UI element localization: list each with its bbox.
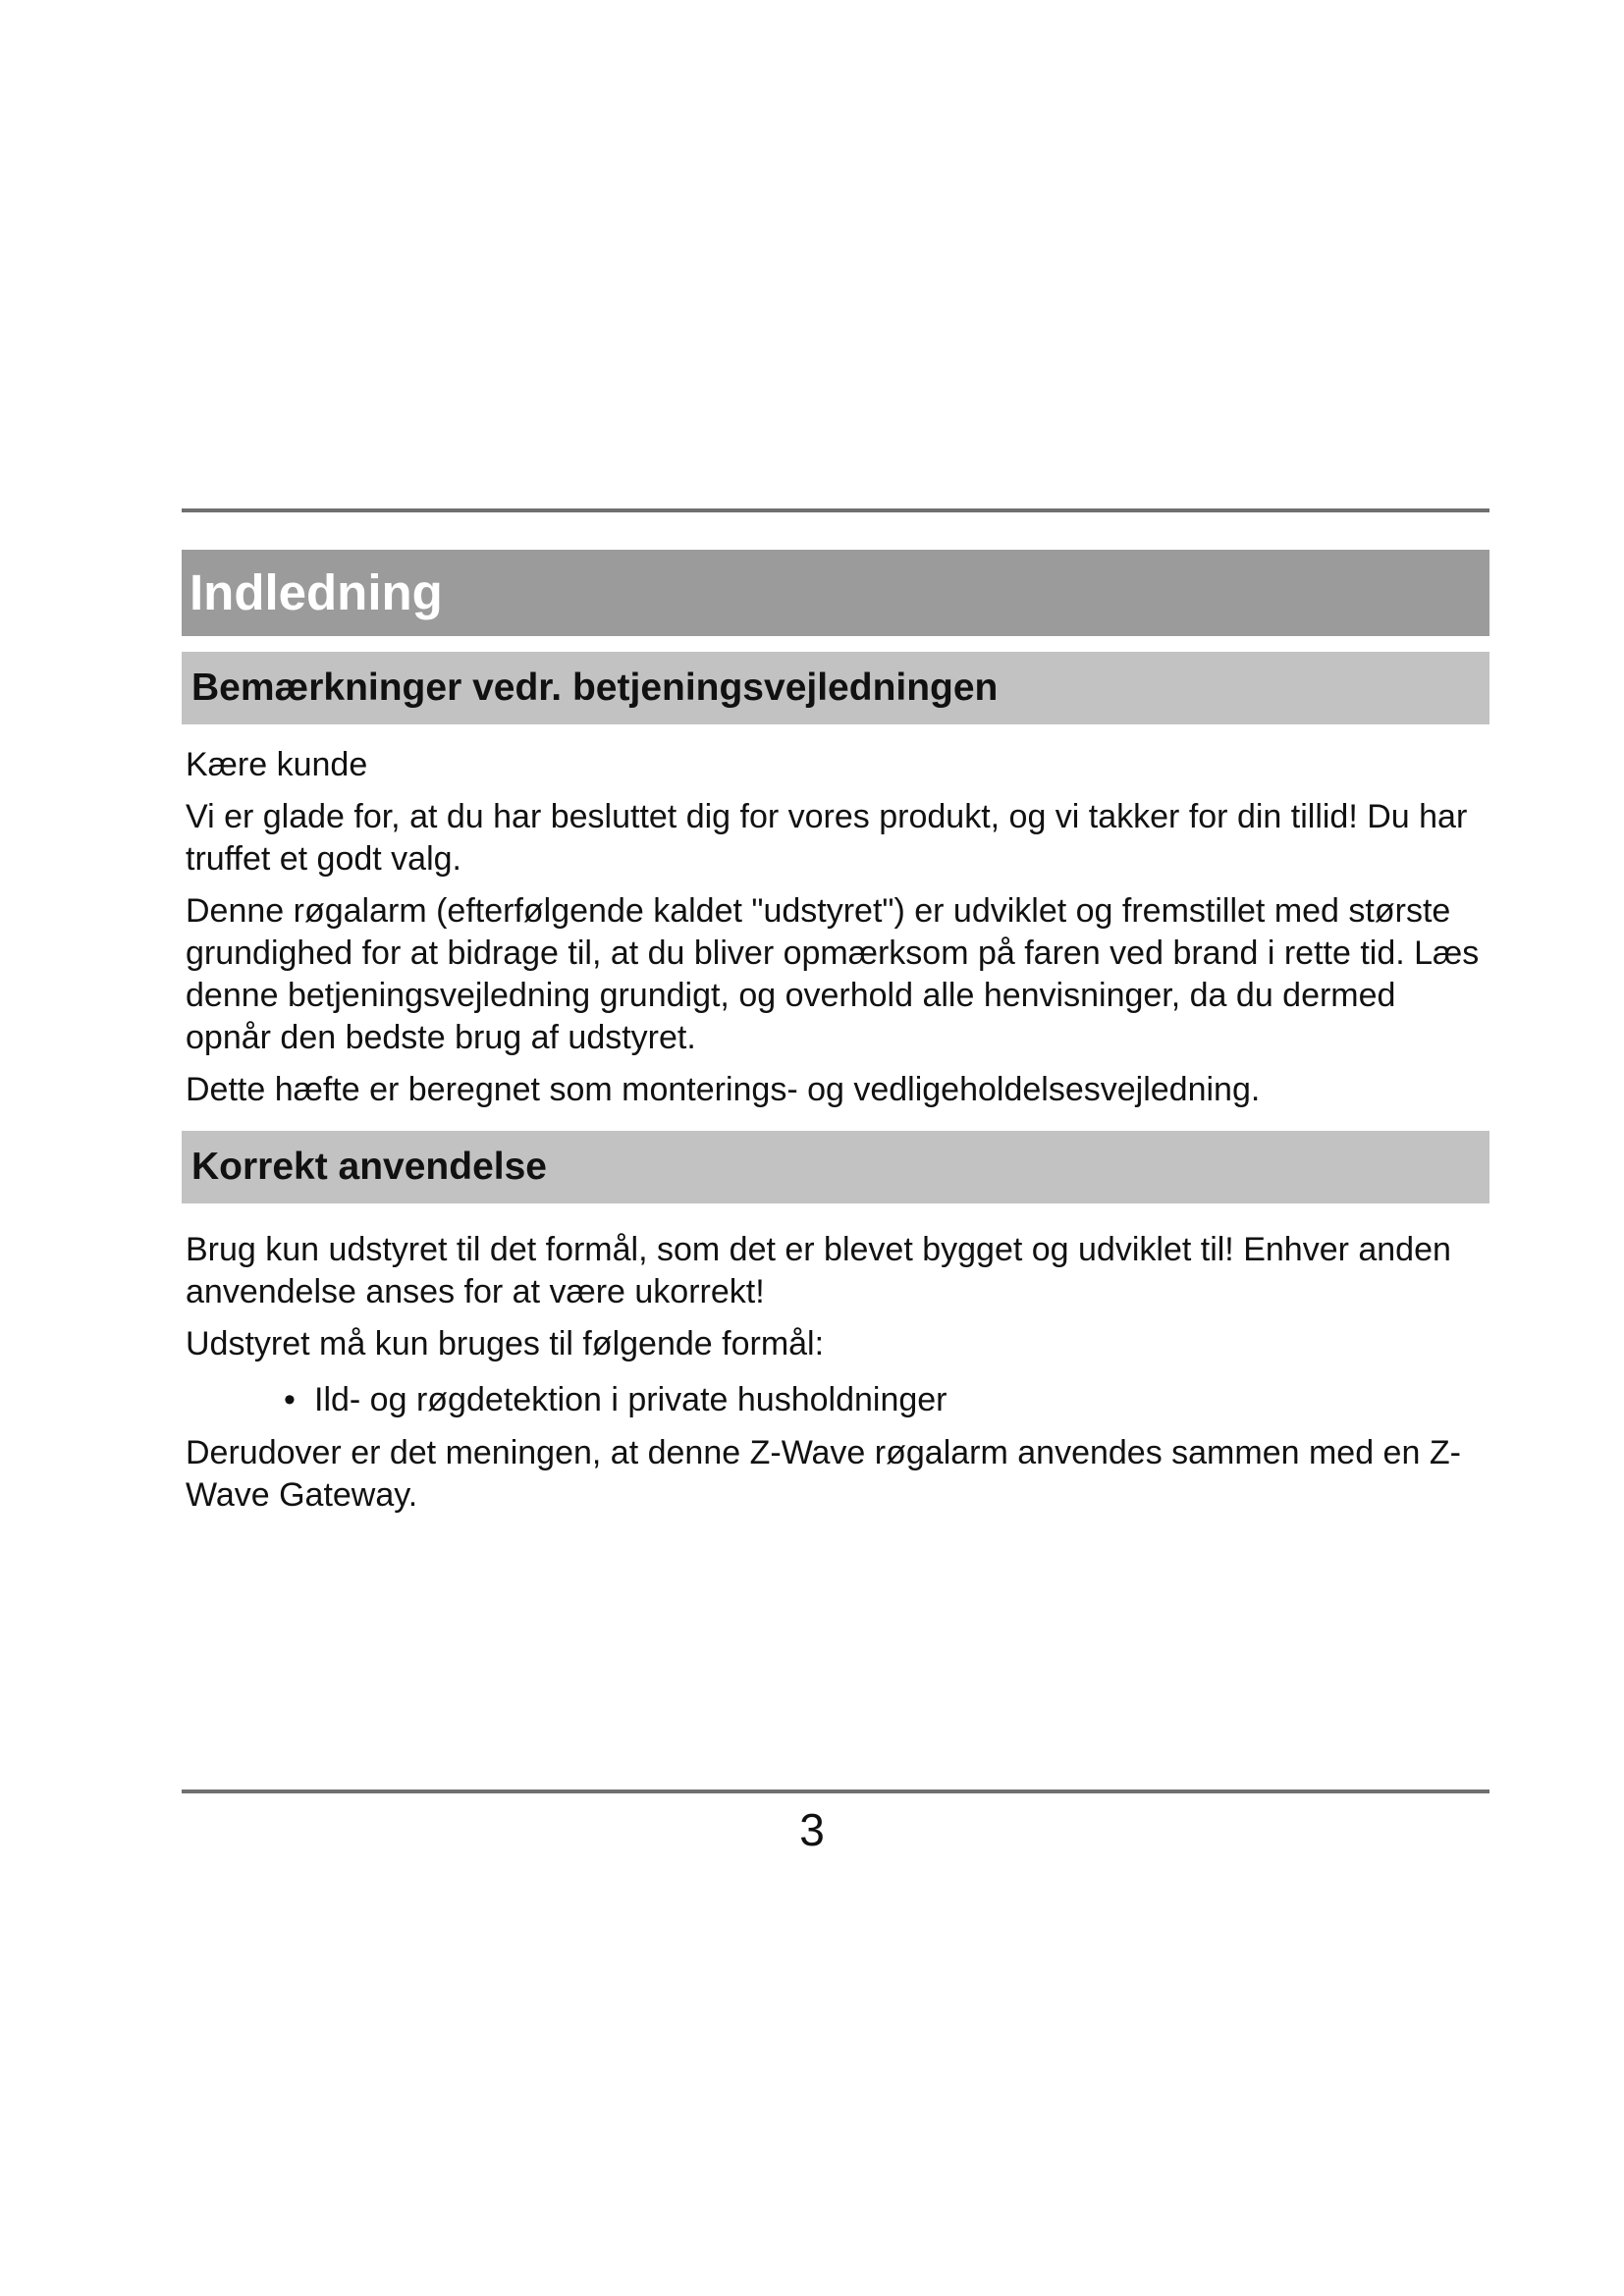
zwave-paragraph: Derudover er det meningen, at denne Z-Wave røgalarm anvendes sammen med en Z-Wave Gateway. [186,1434,1461,1514]
purpose-list [182,1377,1489,1422]
page-number: 3 [799,1804,825,1855]
top-divider [182,508,1489,512]
bullet-icon: • [284,1381,296,1418]
thanks-paragraph: Vi er glade for, at du har besluttet dig for vores produkt, og vi takker for din tillid! Du har truffet et godt valg. [186,798,1468,878]
section-heading-notes: Bemærkninger vedr. betjeningsvejledningen [182,652,1489,724]
page-content [182,550,1489,1517]
list-item-text: Ild- og røgdetektion i private husholdninger [314,1381,947,1418]
usage-paragraph: Brug kun udstyret til det formål, som det er blevet bygget og udviklet til! Enhver anden anvendelse anses for at være ukorrekt! [186,1231,1451,1310]
chapter-title: Indledning [182,550,1489,636]
description-paragraph: Denne røgalarm (efterfølgende kaldet "udstyret") er udviklet og fremstillet med største grundighed for at bidrage til, at du bliver opmærksom på faren ved brand i rette tid. Læs denne betjeningsvejledning grundigt, og overhold alle henvisninger, da du dermed opnår den bedste brug af udstyret. [186,892,1480,1056]
bottom-divider [182,1789,1489,1793]
list-item [182,1377,1489,1422]
purpose-paragraph: Udstyret må kun bruges til følgende formål: [186,1325,825,1362]
section-heading-usage: Korrekt anvendelse [182,1131,1489,1203]
greeting-paragraph: Kære kunde [186,746,368,783]
booklet-paragraph: Dette hæfte er beregnet som monterings- og vedligeholdelsesvejledning. [186,1071,1261,1108]
